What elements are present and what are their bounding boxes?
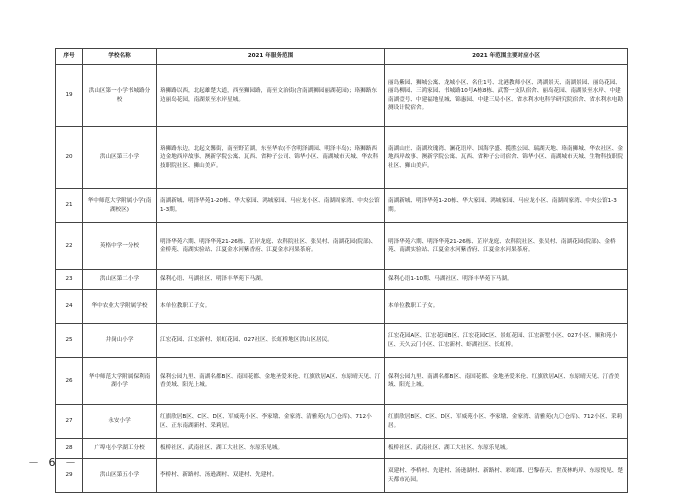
service-scope-cell: 江宏花园、江宏新村、景虹花园、027社区、长虹桥地区洪山区居民。 — [157, 324, 385, 358]
row-number-cell: 24 — [56, 290, 83, 324]
estates-list-cell: 保利心语1-10期、马湖社区、明泽丰华苑下马湖。 — [385, 270, 628, 290]
table-header-row — [56, 49, 628, 65]
service-scope-cell: 明泽华苑六期、明泽华苑21-26栋、芷岸龙庭、农科院社区、张吴村、南湖花园(院部)、金桥苑、南湖实验站、江夏金水河紫香府、江夏金水河果茶府。 — [157, 223, 385, 270]
estates-list-cell: 丽岛紫园、狮城公寓、龙城小区、名仕1号、北港教师小区、鸿湖景天、南湖景园、丽岛花园、丽岛柳园、三鸿家园、书城路10号A栋8栋、武警一支队宿舍、丽岛花园、南湖景至水岸、中建南湖壹号、中建福地星城、锦惠园、中建三局小区、省水利水电科学研究院宿舍、省水利水电勘测设计院宿舍。 — [385, 65, 628, 127]
row-number-cell: 27 — [56, 405, 83, 439]
header-service-scope: 2021 年服务范围 — [157, 49, 385, 65]
table-row — [56, 290, 628, 324]
estates-list-cell: 南湖山庄、南湖玫瑰湾、澜花语岸、国海学盛、揽胜公园、瑞湖天地、珞南狮城、华农社区、金地西岸故事、澳新学院公寓、瓦西、省种子公司宿舍、锦华小区、南湖城市天城、生物科技职院社区、狮山美庐。 — [385, 127, 628, 189]
school-name-cell: 英格中学一分校 — [83, 223, 157, 270]
table-row — [56, 223, 628, 270]
service-scope-cell: 保利公园九里、南湖名都B区、南国花都、金地圣爱米伦、红旗欣居A区、东原晴天见、汀香美域、阳光上城。 — [157, 358, 385, 405]
service-scope-cell: 红旗欣居B区、C区、D区、军威苑小区、李家墩、金家湾、清雅苑(九〇仓库)、712小区、正东南湖新村、采莉居。 — [157, 405, 385, 439]
estates-list-cell: 南湖新城、明泽华苑1-20栋、华大家园、鸿城家园、马应龙小区、南湖周家湾、中央公馆1-3期。 — [385, 189, 628, 223]
estates-list-cell: 江宏花园A区、江宏花园B区、江宏花园C区、景虹花园、江宏新墅小区、027小区、顺和苑小区、天久云门小区、江宏新村、虾湖社区、长虹桥。 — [385, 324, 628, 358]
school-name-cell: 广埠屯小学湖工分校 — [83, 439, 157, 459]
row-number-cell: 28 — [56, 439, 83, 459]
row-number-cell: 26 — [56, 358, 83, 405]
service-scope-cell: 李桥村、新路村、汤逊湖村、双建村、先建村。 — [157, 459, 385, 493]
table-row — [56, 270, 628, 290]
service-scope-cell: 板桥社区、武南社区、湖工大社区、东原乐见城。 — [157, 439, 385, 459]
header-school-name: 学校名称 — [83, 49, 157, 65]
school-name-cell: 永安小学 — [83, 405, 157, 439]
school-name-cell: 洪山区第三小学 — [83, 127, 157, 189]
row-number-cell: 22 — [56, 223, 83, 270]
service-scope-cell: 珞狮路以西，北起雄楚大道，西至狮园路，南至文治街(含南湖狮园丽湖花园)；珞狮路东边丽岛花园，南湖景至水岸星城。 — [157, 65, 385, 127]
table-body — [56, 65, 628, 493]
estates-list-cell: 红旗欣居B区、C区、D区、军威苑小区、李家墩、金家湾、清雅苑(九〇仓库)、712小区、采莉居。 — [385, 405, 628, 439]
page-number: － 6 － — [28, 456, 79, 469]
service-scope-cell: 珞狮路东边，北起文馨街，南至野芷湖，东至华农(不含明泽湖园、明泽丰岛)；珞狮路西边金地西岸故事、澳新学院公寓、瓦西、省种子公司、锦华小区、南湖城市天城、华农科技职院社区、狮山美庐。 — [157, 127, 385, 189]
school-name-cell: 洪山区第二小学 — [83, 270, 157, 290]
estates-list-cell: 双建村、李桥村、先建村、汤逊湖村、新路村、彩虹郡、巴黎春天、世茂林屿岸、东原悦见、楚天都市沁园。 — [385, 459, 628, 493]
table-row — [56, 127, 628, 189]
school-name-cell: 华中师范大学附属保利南湖小学 — [83, 358, 157, 405]
header-estates: 2021 年范围主要对应小区 — [385, 49, 628, 65]
table-row — [56, 405, 628, 439]
row-number-cell: 19 — [56, 65, 83, 127]
service-scope-cell: 本单位教职工子女。 — [157, 290, 385, 324]
table-row — [56, 189, 628, 223]
row-number-cell: 25 — [56, 324, 83, 358]
estates-list-cell: 保利公园九里、南湖名都B区、南国花都、金地圣爱米伦、红旗欣居A区、东原晴天见、汀香美域、阳光上城。 — [385, 358, 628, 405]
estates-list-cell: 本单位教职工子女。 — [385, 290, 628, 324]
school-name-cell: 洪山区第五小学 — [83, 459, 157, 493]
school-name-cell: 华中农业大学附属学校 — [83, 290, 157, 324]
school-catchment-table — [55, 48, 628, 493]
row-number-cell: 20 — [56, 127, 83, 189]
table-row — [56, 439, 628, 459]
table-row — [56, 324, 628, 358]
table-row — [56, 459, 628, 493]
school-name-cell: 洪山区第一小学书城路分校 — [83, 65, 157, 127]
school-name-cell: 华中师范大学附属小学(南湖校区) — [83, 189, 157, 223]
estates-list-cell: 板桥社区、武南社区、湖工大社区、东原乐见城。 — [385, 439, 628, 459]
header-number: 序号 — [56, 49, 83, 65]
service-scope-cell: 保利心语、马湖社区、明泽丰华苑下马湖。 — [157, 270, 385, 290]
row-number-cell: 29 — [56, 459, 83, 493]
table-row — [56, 358, 628, 405]
row-number-cell: 23 — [56, 270, 83, 290]
estates-list-cell: 明泽华苑六期、明泽华苑21-26栋、芷岸龙庭、农科院社区、张吴村、南湖花园(院部)、金桥苑、南湖实验站、江夏金水河紫香府、江夏金水河果茶府。 — [385, 223, 628, 270]
school-name-cell: 井岗山小学 — [83, 324, 157, 358]
service-scope-cell: 南湖新城、明泽华苑1-20栋、华大家园、鸿城家园、马应龙小区、南湖周家湾、中央公馆1-3期。 — [157, 189, 385, 223]
table-row — [56, 65, 628, 127]
row-number-cell: 21 — [56, 189, 83, 223]
